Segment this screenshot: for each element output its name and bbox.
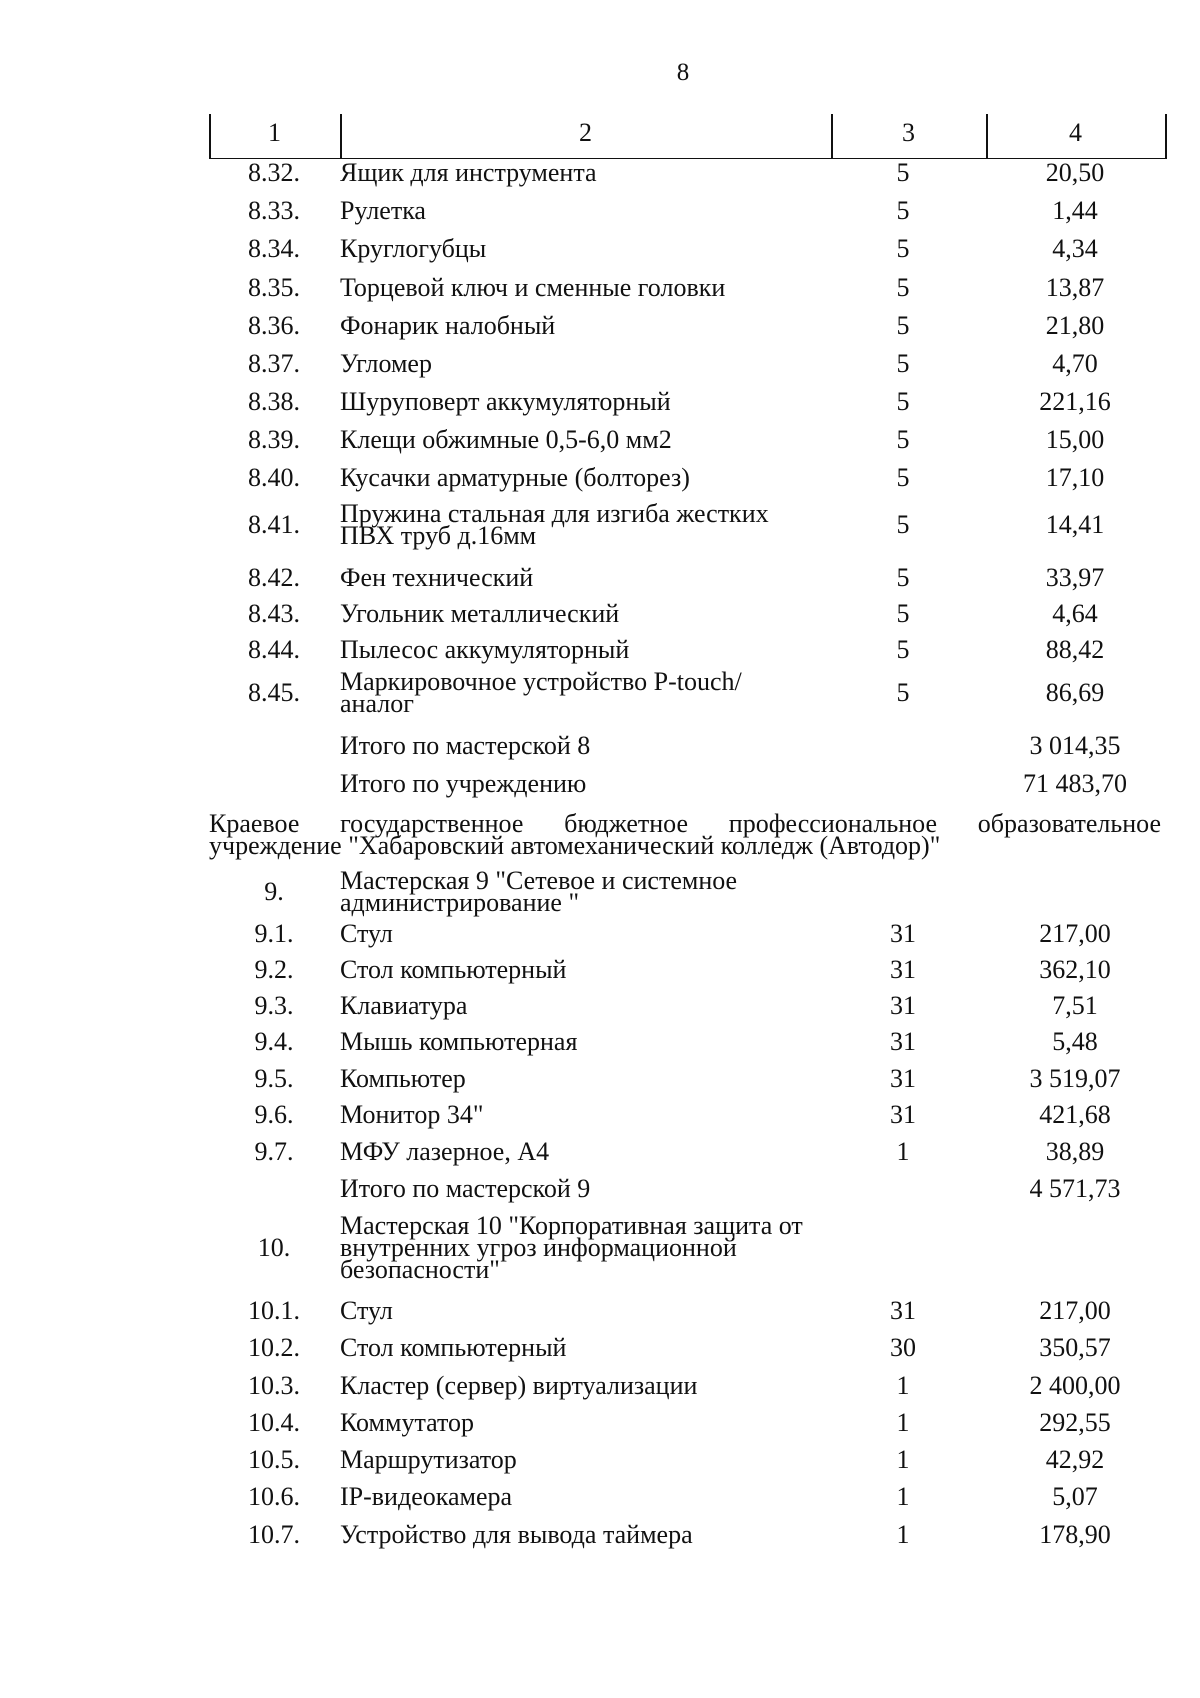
row-number: 8.34.	[248, 234, 300, 263]
row-number: 9.4.	[254, 1027, 294, 1056]
item-quantity: 5	[896, 599, 910, 628]
item-price: 4,70	[1052, 349, 1098, 378]
item-quantity: 5	[896, 678, 910, 707]
header-col-4: 4	[1069, 118, 1082, 147]
row-number: 10.4.	[248, 1408, 300, 1437]
row-number: 9.	[264, 877, 284, 906]
row-number: 9.7.	[254, 1137, 294, 1166]
item-name: Устройство для вывода таймера	[340, 1520, 693, 1549]
item-name: Фонарик налобный	[340, 311, 556, 340]
item-quantity: 1	[896, 1482, 910, 1511]
item-name: Мышь компьютерная	[340, 1027, 578, 1056]
row-number: 10.2.	[248, 1333, 300, 1362]
item-quantity: 5	[896, 387, 910, 416]
row-number: 8.32.	[248, 158, 300, 187]
item-quantity: 31	[890, 1100, 916, 1129]
item-price: 2 400,00	[1029, 1371, 1121, 1400]
item-quantity: 5	[896, 234, 910, 263]
item-price: 20,50	[1045, 158, 1105, 187]
column-divider	[1165, 114, 1167, 158]
row-number: 10.1.	[248, 1296, 300, 1325]
item-name: Стул	[340, 919, 393, 948]
row-number: 8.45.	[248, 678, 300, 707]
header-col-2: 2	[579, 118, 592, 147]
row-number: 8.35.	[248, 273, 300, 302]
item-price: 1,44	[1052, 196, 1098, 225]
item-quantity: 31	[890, 991, 916, 1020]
item-quantity: 5	[896, 349, 910, 378]
item-name: Рулетка	[340, 196, 426, 225]
item-quantity: 5	[896, 635, 910, 664]
item-quantity: 5	[896, 463, 910, 492]
item-price: 362,10	[1039, 955, 1111, 984]
header-col-3: 3	[902, 118, 915, 147]
item-name: Мастерская 9 "Сетевое и системное администрирование "	[340, 866, 738, 917]
item-price: 217,00	[1039, 1296, 1111, 1325]
item-quantity: 5	[896, 158, 910, 187]
item-quantity: 1	[896, 1371, 910, 1400]
item-price: 350,57	[1039, 1333, 1111, 1362]
row-number: 8.41.	[248, 510, 300, 539]
organization-title: Краевое государственное бюджетное профессиональное образовательное учреждение "Хабаровский автомеханический колледж (Автодор)"	[209, 809, 1161, 860]
item-name: Итого по учреждению	[340, 769, 587, 798]
item-quantity: 5	[896, 196, 910, 225]
item-price: 421,68	[1039, 1100, 1111, 1129]
item-name: IP-видеокамера	[340, 1482, 513, 1511]
item-quantity: 5	[896, 425, 910, 454]
item-quantity: 1	[896, 1137, 910, 1166]
item-price: 292,55	[1039, 1408, 1111, 1437]
item-quantity: 31	[890, 1064, 916, 1093]
item-price: 5,07	[1052, 1482, 1098, 1511]
item-price: 33,97	[1045, 563, 1105, 592]
row-number: 9.6.	[254, 1100, 294, 1129]
item-name: Итого по мастерской 8	[340, 731, 591, 760]
row-number: 8.36.	[248, 311, 300, 340]
item-price: 38,89	[1045, 1137, 1105, 1166]
item-price: 178,90	[1039, 1520, 1111, 1549]
item-quantity: 1	[896, 1408, 910, 1437]
page-number: 8	[676, 59, 690, 86]
item-price: 3 519,07	[1029, 1064, 1121, 1093]
item-price: 15,00	[1045, 425, 1105, 454]
item-price: 221,16	[1039, 387, 1111, 416]
item-quantity: 5	[896, 563, 910, 592]
item-name: Круглогубцы	[340, 234, 487, 263]
header-col-1: 1	[268, 118, 281, 147]
item-name: Стол компьютерный	[340, 955, 567, 984]
item-name: Клавиатура	[340, 991, 468, 1020]
row-number: 8.37.	[248, 349, 300, 378]
item-quantity: 31	[890, 919, 916, 948]
item-price: 217,00	[1039, 919, 1111, 948]
item-name: Стул	[340, 1296, 393, 1325]
row-number: 9.1.	[254, 919, 294, 948]
item-name: Кусачки арматурные (болторез)	[340, 463, 690, 492]
row-number: 10.7.	[248, 1520, 300, 1549]
item-price: 42,92	[1045, 1445, 1105, 1474]
row-number: 8.38.	[248, 387, 300, 416]
row-number: 10.3.	[248, 1371, 300, 1400]
item-price: 3 014,35	[1029, 731, 1121, 760]
item-quantity: 5	[896, 311, 910, 340]
item-name: Пружина стальная для изгиба жестких ПВХ труб д.16мм	[340, 499, 769, 550]
item-price: 17,10	[1045, 463, 1105, 492]
row-number: 9.2.	[254, 955, 294, 984]
item-name: Угольник металлический	[340, 599, 620, 628]
item-quantity: 1	[896, 1520, 910, 1549]
item-quantity: 30	[890, 1333, 916, 1362]
item-quantity: 31	[890, 1027, 916, 1056]
item-quantity: 31	[890, 955, 916, 984]
item-name: Угломер	[340, 349, 432, 378]
item-price: 71 483,70	[1023, 769, 1127, 798]
item-price: 14,41	[1045, 510, 1105, 539]
row-number: 8.33.	[248, 196, 300, 225]
item-price: 7,51	[1052, 991, 1098, 1020]
item-quantity: 5	[896, 273, 910, 302]
item-name: МФУ лазерное, А4	[340, 1137, 550, 1166]
item-name: Итого по мастерской 9	[340, 1174, 591, 1203]
item-name: Монитор 34"	[340, 1100, 484, 1129]
item-name: Шуруповерт аккумуляторный	[340, 387, 671, 416]
row-number: 10.5.	[248, 1445, 300, 1474]
item-name: Торцевой ключ и сменные головки	[340, 273, 726, 302]
item-name: Ящик для инструмента	[340, 158, 597, 187]
row-number: 8.43.	[248, 599, 300, 628]
item-price: 21,80	[1045, 311, 1105, 340]
item-name: Фен технический	[340, 563, 534, 592]
item-price: 4 571,73	[1029, 1174, 1121, 1203]
row-number: 8.44.	[248, 635, 300, 664]
item-name: Кластер (сервер) виртуализации	[340, 1371, 698, 1400]
item-name: Стол компьютерный	[340, 1333, 567, 1362]
row-number: 10.6.	[248, 1482, 300, 1511]
item-quantity: 31	[890, 1296, 916, 1325]
item-name: Компьютер	[340, 1064, 466, 1093]
row-number: 8.42.	[248, 563, 300, 592]
item-name: Клещи обжимные 0,5-6,0 мм2	[340, 425, 672, 454]
item-price: 4,34	[1052, 234, 1098, 263]
item-name: Маршрутизатор	[340, 1445, 517, 1474]
item-price: 4,64	[1052, 599, 1098, 628]
item-name: Коммутатор	[340, 1408, 475, 1437]
item-quantity: 5	[896, 510, 910, 539]
item-price: 13,87	[1045, 273, 1105, 302]
table-header	[209, 114, 1167, 159]
item-name: Пылесос аккумуляторный	[340, 635, 630, 664]
item-name: Маркировочное устройство P-touch/ аналог	[340, 667, 742, 718]
row-number: 9.5.	[254, 1064, 294, 1093]
item-name: Мастерская 10 "Корпоративная защита от внутренних угроз информационной безопасности"	[340, 1211, 803, 1284]
row-number: 9.3.	[254, 991, 294, 1020]
item-price: 86,69	[1045, 678, 1105, 707]
item-quantity: 1	[896, 1445, 910, 1474]
row-number: 8.40.	[248, 463, 300, 492]
item-price: 5,48	[1052, 1027, 1098, 1056]
row-number: 10.	[257, 1233, 291, 1262]
item-price: 88,42	[1045, 635, 1105, 664]
row-number: 8.39.	[248, 425, 300, 454]
